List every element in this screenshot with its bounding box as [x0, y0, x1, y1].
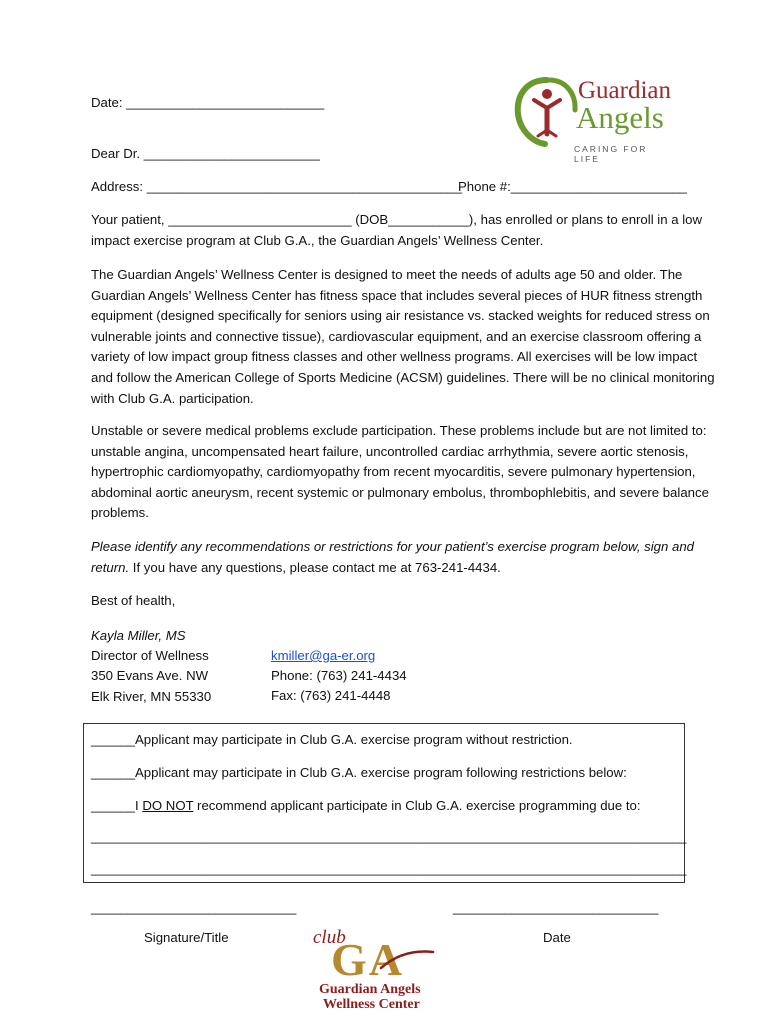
intro-line: Your patient, _________________________ (DOB___________), has enrolled or plans to enroll in a low [91, 212, 703, 227]
paragraph-line: equipment (designed specifically for seniors using air resistance vs. stacked weights for reduced stress on [91, 308, 710, 324]
guardian-angels-logo [512, 72, 672, 162]
logo-name-line2: Wellness Center [323, 997, 420, 1012]
logo-name-line1: Guardian Angels [319, 982, 421, 997]
logo-name-line2: Angels [576, 100, 664, 135]
closing: Best of health, [91, 593, 176, 608]
description-paragraph [91, 265, 715, 409]
club-ga-logo [305, 926, 455, 1018]
swoosh-icon [377, 944, 437, 974]
signature-label: Signature/Title [144, 930, 229, 945]
paragraph-line: hypertrophic cardiomyopathy, cardiomyopathy from recent myocarditis, severe pulmonary hypertension, [91, 464, 696, 480]
date-line: Date: ___________________________ [91, 95, 325, 110]
paragraph-line: unstable angina, uncompensated heart failure, uncontrolled cardiac arrhythmia, severe aortic stenosis, [91, 443, 689, 459]
paragraph-line: The Guardian Angels’ Wellness Center is designed to meet the needs of adults age 50 and older. The [91, 267, 683, 282]
paragraph-line: Unstable or severe medical problems exclude participation. These problems include but are not limited to: [91, 423, 707, 438]
paragraph-line: abdominal aortic aneurysm, recent systemic or pulmonary embolus, thrombophlebitis, and severe balance [91, 484, 709, 500]
request-italic: Please identify any recommendations or restrictions for your patient’s exercise program below, sign and [91, 539, 695, 554]
option-with-restrictions[interactable]: ______Applicant may participate in Club G.A. exercise program following restrictions below: [91, 765, 627, 780]
date-label: Date [543, 930, 571, 945]
intro-line: impact exercise program at Club G.A., the Guardian Angels’ Wellness Center. [91, 232, 544, 248]
option3-prefix: ______I [91, 798, 143, 813]
signature-blank[interactable]: ____________________________ [91, 900, 297, 915]
request-italic: return. [91, 559, 130, 575]
paragraph-line: vulnerable joints and connective tissue), cardiovascular equipment, and an exercise classroom offering a [91, 328, 702, 344]
option3-emphasis: DO NOT [142, 798, 194, 813]
email-link[interactable]: kmiller@ga-er.org [271, 648, 376, 663]
logo-club-text: club [313, 927, 346, 948]
signer-street: 350 Evans Ave. NW [91, 668, 209, 684]
reason-blank-line[interactable]: _____________________________________________________________________________________ [91, 862, 687, 876]
request-contact: If you have any questions, please contact me at 763-241-4434. [129, 559, 501, 575]
physician-response-box [83, 723, 685, 883]
intro-paragraph [91, 210, 703, 251]
option3-suffix: recommend applicant participate in Club G.A. exercise programming due to: [193, 798, 641, 813]
option-do-not-recommend[interactable] [91, 798, 641, 813]
signer-name: Kayla Miller, MS [91, 628, 186, 643]
phone-line: Phone #:________________________ [458, 179, 687, 194]
paragraph-line: Guardian Angels’ Wellness Center has fitness space that includes several pieces of HUR fitness strength [91, 287, 703, 303]
exclusions-paragraph [91, 421, 709, 524]
address-line: Address: ___________________________________________ [91, 179, 463, 194]
request-paragraph [91, 537, 695, 578]
tree-figure-icon [512, 72, 582, 152]
dear-line: Dear Dr. ________________________ [91, 146, 320, 161]
paragraph-line: with Club G.A. participation. [91, 390, 254, 406]
logo-name-line1: Guardian [578, 77, 672, 104]
logo-ga-text: GA [331, 934, 404, 985]
contact-block [271, 646, 407, 707]
signer-city: Elk River, MN 55330 [91, 688, 212, 704]
contact-phone: Phone: (763) 241-4434 [271, 668, 407, 684]
option-no-restriction[interactable]: ______Applicant may participate in Club G.A. exercise program without restriction. [91, 732, 573, 747]
paragraph-line: and follow the American College of Sports Medicine (ACSM) guidelines. There will be no clinical monitoring [91, 369, 715, 385]
date-blank[interactable]: ____________________________ [453, 900, 659, 915]
logo-tagline: CARING FOR LIFE [574, 144, 648, 164]
contact-fax: Fax: (763) 241-4448 [271, 688, 391, 704]
paragraph-line: problems. [91, 505, 149, 521]
reason-blank-line[interactable]: _____________________________________________________________________________________ [91, 830, 687, 844]
paragraph-line: variety of low impact group fitness classes and other wellness programs. All exercises will be low impact [91, 349, 698, 365]
signer-title: Director of Wellness [91, 648, 209, 664]
